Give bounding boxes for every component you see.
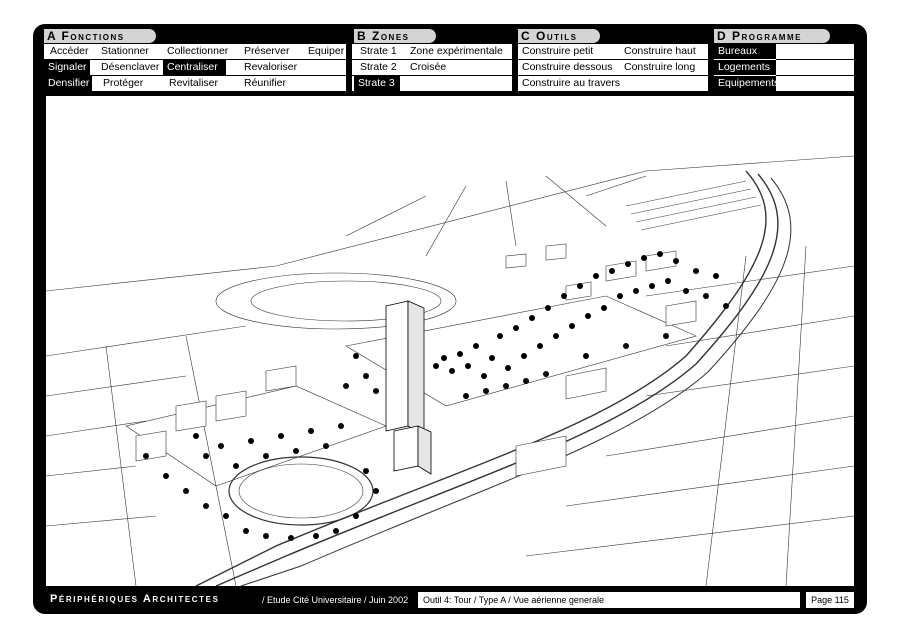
programme-bureaux[interactable]: Bureaux	[714, 44, 776, 59]
zone-strate-2[interactable]: Strate 2	[360, 61, 397, 73]
outil-construire-petit[interactable]: Construire petit	[522, 45, 594, 57]
fonction-equiper[interactable]: Equiper	[308, 45, 345, 57]
footer-study-info: / Etude Cité Universitaire / Juin 2002	[262, 595, 409, 605]
tower	[386, 301, 431, 474]
outil-construire-long[interactable]: Construire long	[624, 61, 696, 73]
programme-panel	[714, 44, 854, 91]
section-title-programme: D Programme	[714, 29, 830, 43]
fonction-densifier[interactable]: Densifier	[44, 76, 92, 91]
zones-panel	[352, 44, 512, 91]
ground-edge	[46, 156, 854, 291]
fonction-revaloriser[interactable]: Revaloriser	[244, 61, 298, 73]
stadium-field	[239, 464, 363, 518]
rail-tracks	[626, 181, 761, 230]
fonction-signaler[interactable]: Signaler	[44, 60, 90, 75]
fonction-desenclaver[interactable]: Désenclaver	[101, 61, 160, 73]
divider	[776, 59, 854, 60]
fonction-revitaliser[interactable]: Revitaliser	[169, 77, 219, 89]
outils-panel	[518, 44, 708, 91]
fonction-proteger[interactable]: Protéger	[103, 77, 144, 89]
fonction-collectionner[interactable]: Collectionner	[167, 45, 229, 57]
aerial-view-drawing	[46, 96, 854, 586]
section-title-outils: C Outils	[518, 29, 600, 43]
fonction-reunifier[interactable]: Réunifier	[244, 77, 287, 89]
zone-experimentale[interactable]: Zone expérimentale	[410, 45, 503, 57]
highway-lane	[216, 174, 778, 586]
highway-lane	[241, 178, 791, 586]
fonction-preserver[interactable]: Préserver	[244, 45, 290, 57]
footer-brand: Périphériques Architectes	[50, 593, 220, 605]
programme-logements[interactable]: Logements	[714, 60, 776, 75]
fonction-centraliser[interactable]: Centraliser	[163, 60, 226, 75]
outil-construire-dessous[interactable]: Construire dessous	[522, 61, 613, 73]
aerial-view	[46, 96, 854, 586]
programme-equipements[interactable]: Equipements	[714, 76, 776, 91]
zone-strate-3[interactable]: Strate 3	[354, 76, 400, 91]
fonction-stationner[interactable]: Stationner	[101, 45, 149, 57]
section-title-fonctions: A Fonctions	[44, 29, 156, 43]
fonctions-panel	[44, 44, 346, 91]
stadium-track	[229, 457, 373, 525]
streets	[346, 176, 646, 256]
outil-construire-au-travers[interactable]: Construire au travers	[522, 77, 621, 89]
divider	[776, 75, 854, 76]
zone-strate-1[interactable]: Strate 1	[360, 45, 397, 57]
outil-construire-haut[interactable]: Construire haut	[624, 45, 696, 57]
section-title-zones: B Zones	[354, 29, 436, 43]
page-number: Page 115	[806, 592, 854, 608]
footer-caption: Outil 4: Tour / Type A / Vue aérienne generale	[418, 592, 800, 608]
zone-croisee[interactable]: Croisée	[410, 61, 447, 73]
fonction-acceder[interactable]: Accéder	[50, 45, 89, 57]
